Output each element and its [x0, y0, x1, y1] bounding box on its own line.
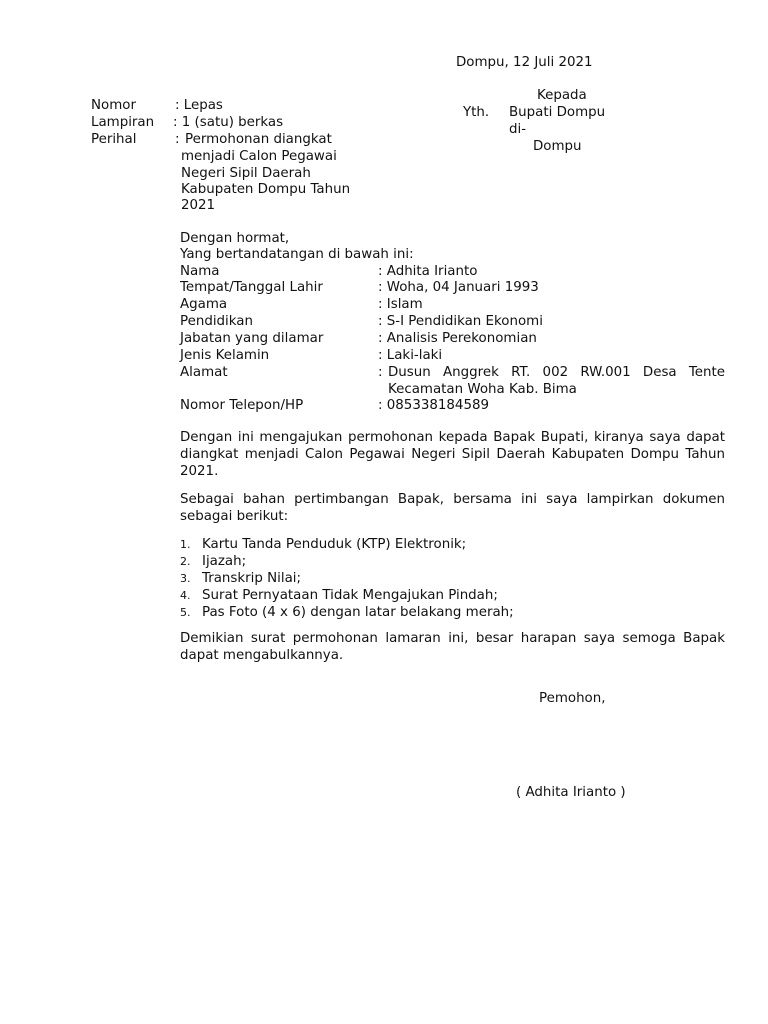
identity-value-kelamin: : Laki-laki — [378, 348, 443, 363]
list-item — [180, 553, 246, 570]
body-paragraph-attachments-intro: Sebagai bahan pertimbangan Bapak, bersama ini saya lampirkan dokumen sebagai berikut: — [180, 492, 725, 524]
identity-value-pendidikan: : S-I Pendidikan Ekonomi — [378, 314, 543, 329]
list-item — [180, 604, 514, 621]
list-text: Surat Pernyataan Tidak Mengajukan Pindah; — [202, 588, 498, 603]
list-item — [180, 536, 466, 553]
lampiran-label: Lampiran — [91, 115, 155, 130]
closing-paragraph: Demikian surat permohonan lamaran ini, besar harapan saya semoga Bapak dapat mengabulkannya. — [180, 631, 725, 663]
recipient-yth: Yth. — [463, 105, 490, 120]
list-text: Pas Foto (4 x 6) dengan latar belakang merah; — [202, 605, 514, 620]
address-colon: : — [378, 365, 383, 380]
list-item — [180, 570, 301, 587]
body-paragraph-request: Dengan ini mengajukan permohonan kepada Bapak Bupati, kiranya saya dapat diangkat menjadi Calon Pegawai Negeri Sipil Daerah Kabupaten Dompu Tahun 2021. — [180, 430, 725, 479]
signature-name: ( Adhita Irianto ) — [516, 785, 626, 800]
lampiran-value: : 1 (satu) berkas — [173, 115, 284, 130]
list-text: Ijazah; — [202, 554, 247, 569]
recipient-city: Dompu — [533, 139, 582, 154]
perihal-line: 2021 — [181, 198, 216, 213]
recipient-name: Bupati Dompu — [509, 105, 606, 120]
place-date: Dompu, 12 Juli 2021 — [456, 55, 593, 70]
list-number: 2. — [180, 555, 191, 568]
identity-value-agama: : Islam — [378, 297, 423, 312]
salutation: Dengan hormat, — [180, 231, 290, 246]
perihal-label: Perihal — [91, 132, 137, 147]
recipient-di: di- — [509, 122, 527, 137]
perihal-line: Negeri Sipil Daerah — [181, 166, 311, 181]
intro-line: Yang bertandatangan di bawah ini: — [180, 247, 414, 262]
identity-value-jabatan: : Analisis Perekonomian — [378, 331, 537, 346]
identity-label-pendidikan: Pendidikan — [180, 314, 253, 329]
phone-value: : 085338184589 — [378, 398, 490, 413]
list-text: Transkrip Nilai; — [202, 571, 302, 586]
list-number: 1. — [180, 538, 191, 551]
list-item — [180, 587, 498, 604]
address-label: Alamat — [180, 365, 228, 380]
perihal-line: Kabupaten Dompu Tahun — [181, 182, 351, 197]
perihal-colon: : — [175, 132, 180, 147]
identity-label-jabatan: Jabatan yang dilamar — [180, 331, 324, 346]
identity-value-nama: : Adhita Irianto — [378, 264, 478, 279]
identity-label-nama: Nama — [180, 264, 220, 279]
list-number: 4. — [180, 589, 191, 602]
signature-title: Pemohon, — [539, 691, 606, 706]
recipient-kepada: Kepada — [537, 88, 587, 103]
perihal-line: menjadi Calon Pegawai — [181, 149, 337, 164]
list-number: 5. — [180, 606, 191, 619]
identity-value-ttl: : Woha, 04 Januari 1993 — [378, 280, 539, 295]
phone-label: Nomor Telepon/HP — [180, 398, 304, 413]
perihal-line: Permohonan diangkat — [185, 132, 332, 147]
identity-label-kelamin: Jenis Kelamin — [180, 348, 270, 363]
nomor-label: Nomor — [91, 98, 136, 113]
nomor-value: : Lepas — [175, 98, 223, 113]
address-value: Dusun Anggrek RT. 002 RW.001 Desa Tente Kecamatan Woha Kab. Bima — [388, 365, 725, 397]
identity-label-ttl: Tempat/Tanggal Lahir — [180, 280, 323, 295]
identity-label-agama: Agama — [180, 297, 228, 312]
list-text: Kartu Tanda Penduduk (KTP) Elektronik; — [202, 537, 467, 552]
list-number: 3. — [180, 572, 191, 585]
